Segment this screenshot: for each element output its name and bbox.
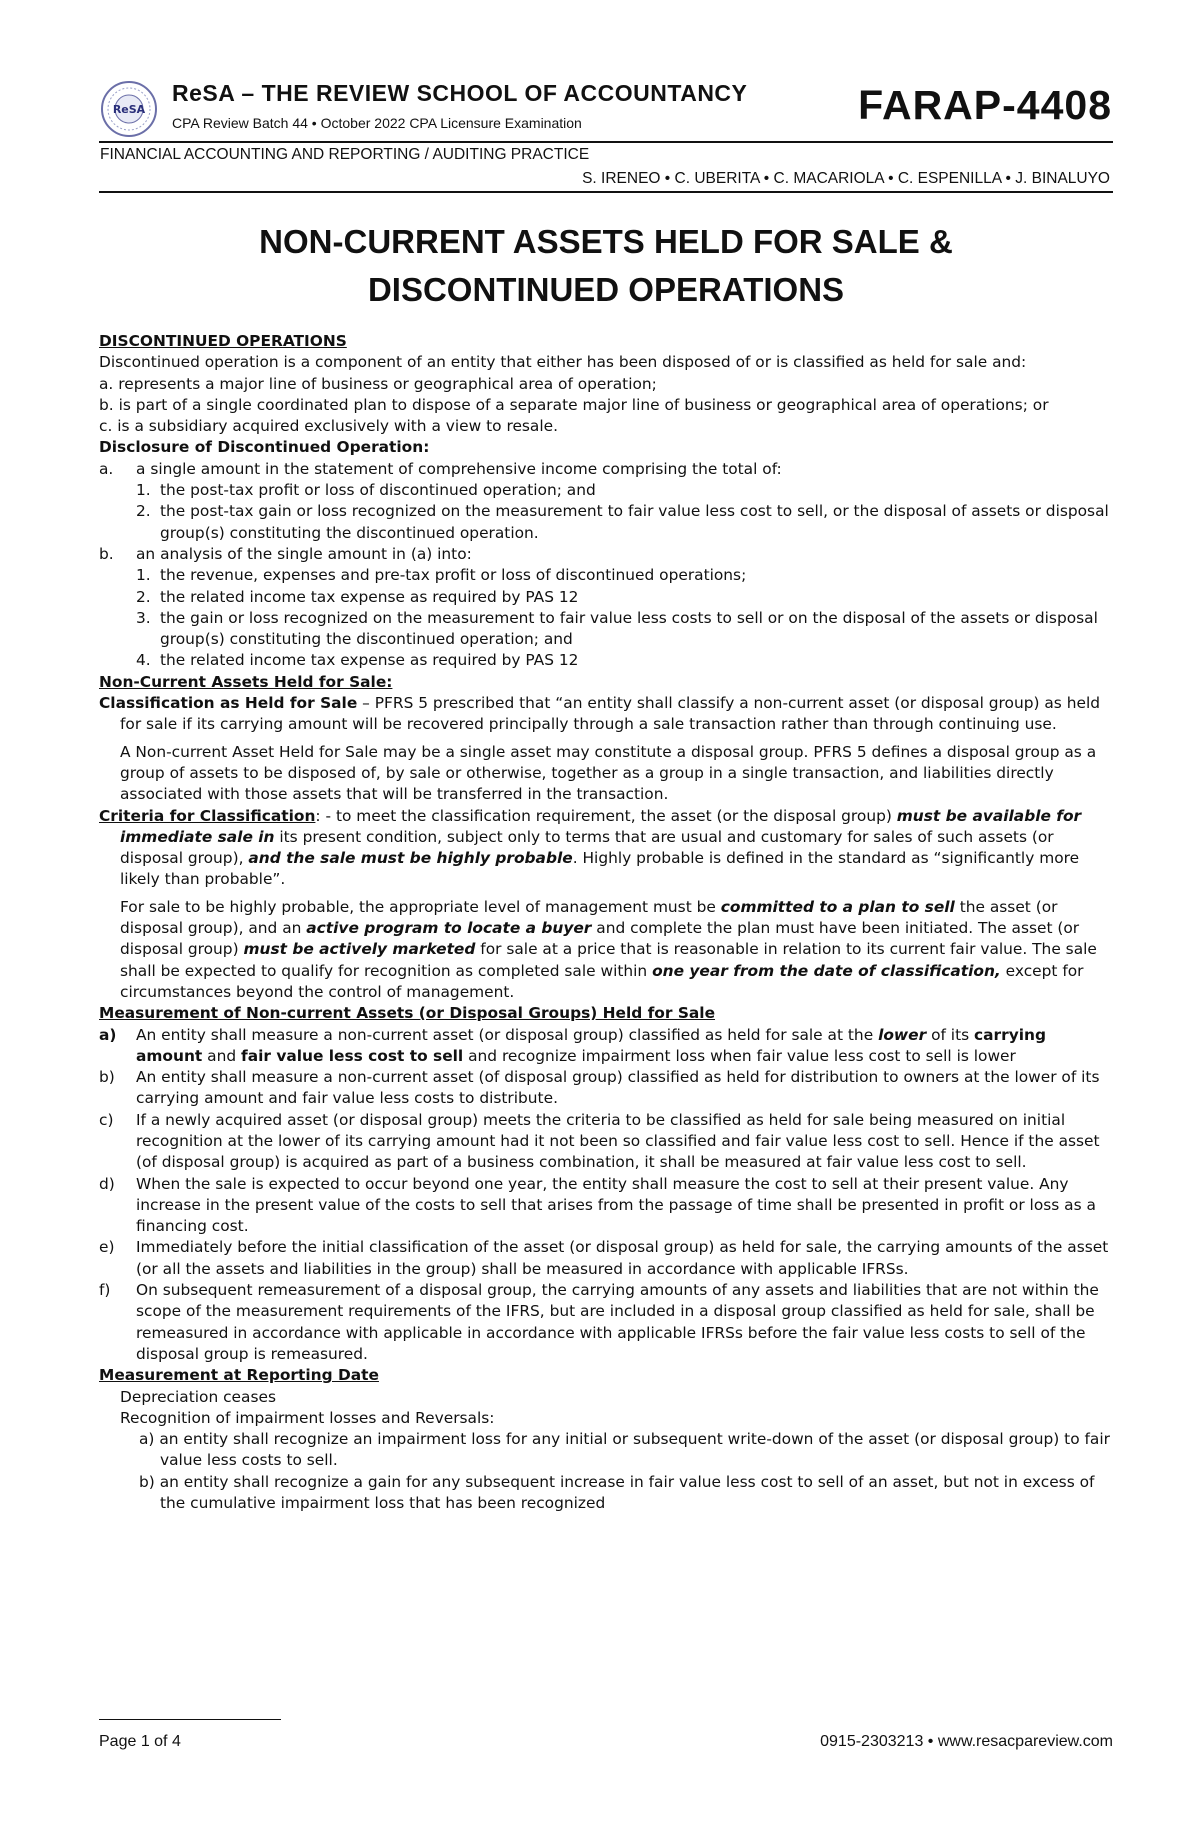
list-item: b. an analysis of the single amount in (a) into:: [99, 544, 472, 563]
footer-contact: 0915-2303213 • www.resacpareview.com: [820, 1733, 1113, 1750]
title-line-1: NON-CURRENT ASSETS HELD FOR SALE &: [259, 223, 953, 260]
list-item: a. a single amount in the statement of comprehensive income comprising the total of:: [99, 459, 782, 478]
paragraph: For sale to be highly probable, the appropriate level of management must be committed to a plan to sell the asset (or disposal group), and an active program to locate a buyer and complete the plan must have been initiated. The asset (or disposal group) must be actively marketed for sale at a price that is reasonable in relation to its current fair value. The sale shall be expected to qualify for recognition as completed sale within one year from the date of classification, except for circumstances beyond the control of management.: [120, 897, 1097, 1001]
section-heading-disclosure: Disclosure of Discontinued Operation:: [99, 438, 430, 457]
page-number: Page 1 of 4: [99, 1733, 181, 1750]
list-item: b) An entity shall measure a non-current asset (of disposal group) classified as held for distribution to owners at the lower of its carrying amount and fair value less costs to distribute.: [99, 1068, 1100, 1108]
list-item: e) Immediately before the initial classification of the asset (or disposal group) as held for sale, the carrying amounts of the asset (or all the assets and liabilities in the group) shall be measured in accordance with applicable IFRSs.: [99, 1238, 1109, 1278]
header-rule-2: [99, 191, 1113, 193]
list-item: c. is a subsidiary acquired exclusively with a view to resale.: [99, 417, 558, 436]
paragraph: Depreciation ceases: [120, 1387, 276, 1406]
list-item: 1. the post-tax profit or loss of discontinued operation; and: [136, 481, 596, 500]
authors-line: S. IRENEO • C. UBERITA • C. MACARIOLA • C. ESPENILLA • J. BINALUYO: [582, 170, 1110, 187]
list-item: a) an entity shall recognize an impairment loss for any initial or subsequent write-down of the asset (or disposal group) to fair value less costs to sell.: [139, 1430, 1110, 1470]
list-item: 2. the post-tax gain or loss recognized on the measurement to fair value less cost to sell, or the disposal of assets or disposal group(s) constituting the discontinued operation.: [136, 502, 1109, 542]
list-item: a) An entity shall measure a non-current asset (or disposal group) classified as held for sale at the lower of its carrying amount and fair value less cost to sell and recognize impairment loss when fair value less cost to sell is lower: [99, 1025, 1046, 1065]
list-item: f) On subsequent remeasurement of a disposal group, the carrying amounts of any assets and liabilities that are not within the scope of the measurement requirements of the IFRS, but are included in a disposal group classified as held for sale, shall be remeasured in accordance with applicable in accordance with applicable IFRSs before the fair value less costs to sell of the disposal group is remeasured.: [99, 1281, 1099, 1363]
paragraph: Discontinued operation is a component of an entity that either has been disposed of or is classified as held for sale and:: [99, 353, 1027, 372]
document-body: [99, 331, 1113, 1514]
paragraph: Classification as Held for Sale – PFRS 5 prescribed that “an entity shall classify a non-current asset (or disposal group) as held for sale if its carrying amount will be recovered principally through a sale transaction rather than through continuing use.: [99, 694, 1100, 734]
org-name: ReSA – THE REVIEW SCHOOL OF ACCOUNTANCY: [172, 80, 748, 106]
page-title: [99, 218, 1113, 314]
section-heading-discontinued: DISCONTINUED OPERATIONS: [99, 332, 347, 350]
paragraph: A Non-current Asset Held for Sale may be a single asset may constitute a disposal group. PFRS 5 defines a disposal group as a group of assets to be disposed of, by sale or otherwise, together as a group in a single transaction, and liabilities directly associated with those assets that will be transferred in the transaction.: [120, 742, 1097, 804]
document-code: FARAP-4408: [858, 82, 1112, 128]
list-item: b) an entity shall recognize a gain for any subsequent increase in fair value less cost to sell of an asset, but not in excess of the cumulative impairment loss that has been recognized: [139, 1472, 1095, 1513]
subject-line: FINANCIAL ACCOUNTING AND REPORTING / AUDITING PRACTICE: [100, 146, 590, 163]
resa-logo: [100, 80, 158, 138]
title-line-2: DISCONTINUED OPERATIONS: [367, 271, 845, 308]
list-item: 3. the gain or loss recognized on the measurement to fair value less costs to sell or on the disposal of the assets or disposal group(s) constituting the discontinued operation; and: [136, 608, 1098, 649]
list-item: b. is part of a single coordinated plan to dispose of a separate major line of business or geographical area of operations; or: [99, 395, 1049, 414]
paragraph: Criteria for Classification: - to meet the classification requirement, the asset (or the disposal group) must be available for immediate sale in its present condition, subject only to terms that are usual and customary for sales of such assets (or disposal group), and the sale must be highly probable. Highly probable is defined in the standard as “significantly more likely than probable”.: [99, 806, 1082, 889]
paragraph: Recognition of impairment losses and Reversals:: [120, 1408, 495, 1427]
footer-rule: [99, 1719, 281, 1720]
org-subtitle: CPA Review Batch 44 • October 2022 CPA Licensure Examination: [172, 115, 582, 131]
svg-text:ReSA: ReSA: [112, 103, 146, 116]
list-item: d) When the sale is expected to occur beyond one year, the entity shall measure the cost to sell at their present value. Any increase in the present value of the costs to sell that arises from the passage of time shall be presented in profit or loss as a financing cost.: [99, 1174, 1096, 1236]
list-item: a. represents a major line of business or geographical area of operation;: [99, 374, 657, 393]
section-heading-measurement: Measurement of Non-current Assets (or Disposal Groups) Held for Sale: [99, 1004, 716, 1023]
list-item: 1. the revenue, expenses and pre-tax profit or loss of discontinued operations;: [136, 566, 747, 585]
list-item: 2. the related income tax expense as required by PAS 12: [136, 587, 579, 606]
section-heading-reporting-date: Measurement at Reporting Date: [99, 1366, 379, 1385]
section-heading-held-for-sale: Non-Current Assets Held for Sale:: [99, 672, 393, 691]
list-item: 4. the related income tax expense as required by PAS 12: [136, 651, 579, 670]
header-rule: [99, 141, 1113, 143]
list-item: c) If a newly acquired asset (or disposal group) meets the criteria to be classified as held for sale being measured on initial recognition at the lower of its carrying amount had it not been so classified and fair value less cost to sell. Hence if the asset (of disposal group) is acquired as part of a business combination, it shall be measured at fair value less cost to sell.: [99, 1110, 1100, 1172]
